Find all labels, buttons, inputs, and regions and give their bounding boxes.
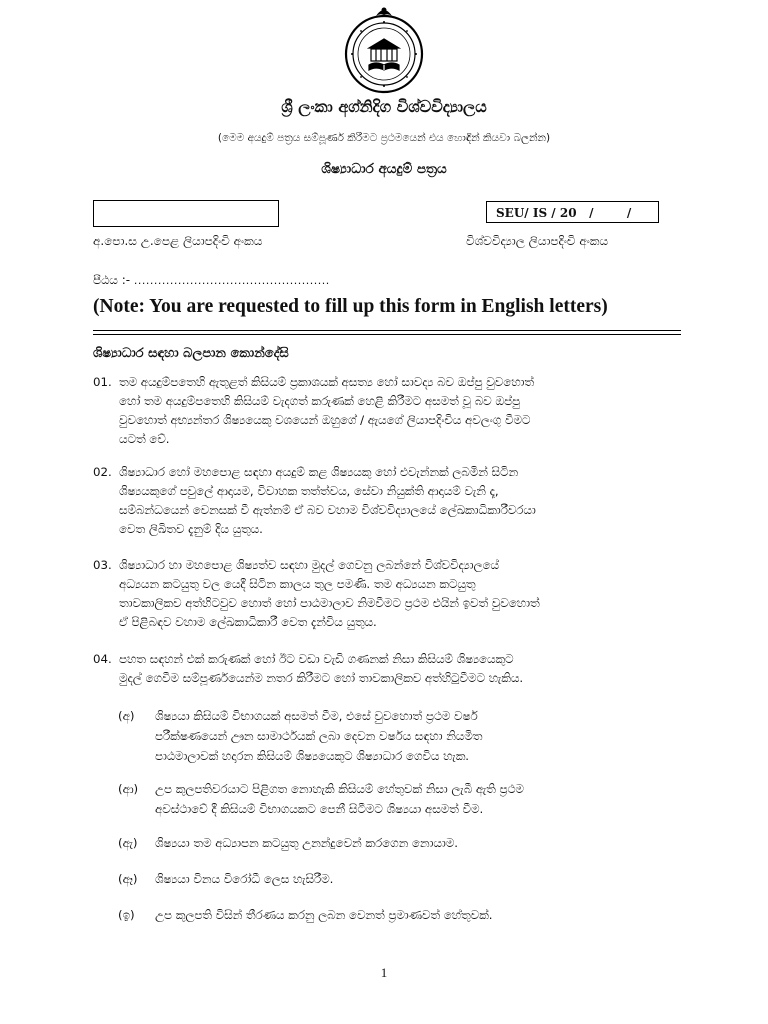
condition-text bbox=[119, 556, 673, 632]
condition-line: ශිෂ්‍යයකුගේ පවුලේ ආදායම, විවාහක තත්ත්වය, සේවා නියුක්ති ආදායම් වැනි දෑ, bbox=[119, 484, 499, 498]
sub-item-line: ශිෂ්‍යයා කිසියම් විභාගයක් අසමත් වීම, එසේ වුවහොත් ප්‍රථම වර්ෂ bbox=[155, 709, 478, 723]
sub-item-text bbox=[155, 706, 673, 766]
condition-number: 02. bbox=[93, 465, 112, 479]
condition-line: හෝ තම අයදුම්පතෙහි කිසියම් වැදගත් කරුණක් හෙළි කිරීමට අසමත් වූ බව ඔප්පු bbox=[119, 394, 521, 408]
condition-line: තාවකාලිකව අත්හිටවුව හොත් හෝ පාඨමාලාව නිමවීමට ප්‍රථම එයින් ඉවත් වුවහොත් bbox=[119, 596, 540, 610]
gce-index-number-field[interactable] bbox=[93, 200, 279, 227]
university-registration-label: විශ්වවිද්‍යාල ලියාපදිංචි අංකය bbox=[466, 234, 609, 248]
condition-text bbox=[119, 650, 673, 688]
condition-line: ඒ පිළිබඳව වහාම ලේඛකාධිකාරී වෙත දැන්විය යුතුය. bbox=[119, 615, 377, 629]
form-title: ශිෂ්‍යාධාර අයදුම් පත්‍රය bbox=[321, 161, 447, 177]
english-letters-note: (Note: You are requested to fill up this form in English letters) bbox=[93, 296, 608, 317]
sub-item-label: (ඇ) bbox=[118, 836, 138, 850]
sub-item-text bbox=[155, 779, 673, 819]
reading-instruction: (මෙම අයදුම් පත්‍රය සම්පූර්ණ කිරීමට ප්‍රථමයෙන් එය හොඳින් කියවා බලන්න) bbox=[217, 132, 551, 144]
sub-item-line: ශිෂ්‍යයා තම අධ්‍යාපන කටයුතු උනන්දුවෙන් කරගෙන නොයාම. bbox=[155, 836, 458, 850]
sub-item-text bbox=[155, 869, 673, 889]
condition-number: 03. bbox=[93, 558, 112, 572]
university-crest-logo bbox=[340, 4, 428, 96]
condition-line: වුවහොත් අභ්‍යන්තර ශිෂ්‍යයෙකු වශයෙන් ඔහුගේ / ඇයගේ ලියාපදිංචිය අවලංගු වීමට bbox=[119, 413, 531, 427]
sub-item-label: (අ) bbox=[118, 709, 135, 723]
university-name: ශ්‍රී ලංකා අග්නිදිග විශ්වවිද්‍යාලය bbox=[281, 97, 487, 116]
divider-top bbox=[93, 330, 681, 331]
faculty-dotted-line: ................................................. bbox=[133, 274, 330, 287]
condition-line: සම්බන්ධයෙන් වෙනසක් වී ඇත්නම් ඒ බව වහාම විශ්වවිද්‍යාලයේ ලේඛකාධිකාරීවරයා bbox=[119, 503, 536, 517]
sub-item-text bbox=[155, 905, 673, 925]
sub-item-text bbox=[155, 833, 673, 853]
condition-line: පහත සඳහන් එක් කරුණක් හෝ ඊට වඩා වැඩි ගණනක් නිසා කිසියම් ශිෂ්‍යයෙකුට bbox=[119, 652, 514, 666]
condition-text bbox=[119, 373, 673, 449]
condition-line: තම අයදුම්පතෙහි ඇතුළත් කිසියම් ප්‍රකාශයක් අසත්‍ය හෝ සාවද්‍ය බව ඔප්පු වුවහොත් bbox=[119, 375, 534, 389]
gce-index-number-label: අ.පො.ස උ.පෙළ ලියාපදිංචි අංකය bbox=[93, 234, 263, 248]
sub-item-line: උප කුලපති විසින් තීරණය කරනු ලබන වෙනත් ප්‍රමාණවත් හේතුවක්. bbox=[155, 908, 493, 922]
condition-line: මුදල් ගෙවීම සම්පූර්ණයෙන්ම නතර කිරීමට හෝ තාවකාලිකව අත්හිටුවීමට හැකිය. bbox=[119, 671, 524, 685]
sub-item-line: පාඨමාලාවක් හදාරන කිසියම් ශිෂ්‍යයෙකුට ශිෂ්‍යාධාර ගෙවිය හැක. bbox=[155, 749, 470, 763]
condition-line: වෙත ලිඛිතව දැනුම් දිය යුතුය. bbox=[119, 522, 263, 536]
condition-number: 01. bbox=[93, 375, 112, 389]
divider-bottom bbox=[93, 334, 681, 335]
condition-line: අධ්‍යයන කටයුතු වල යෙදී සිටින කාලය තුල පමණි. තම අධ්‍යයන කටයුතු bbox=[119, 577, 476, 591]
sub-item-label: (ඉ) bbox=[118, 908, 135, 922]
university-reference-number-field[interactable]: SEU/ IS / 20 / / bbox=[486, 201, 659, 223]
condition-number: 04. bbox=[93, 652, 112, 666]
sub-item-line: අවස්ථාවේ දී කිසියම් විභාගයකට පෙනී සිටීමට ශිෂ්‍යයා අසමත් වීම. bbox=[155, 802, 484, 816]
conditions-section-title: ශිෂ්‍යාධාර සඳහා බලපාන කොන්දේසි bbox=[93, 346, 289, 361]
condition-line: ශිෂ්‍යාධාර හා මහපොළ ශිෂ්‍යත්ව සඳහා මුදල් ගෙවනු ලබන්නේ විශ්වවිද්‍යාලයේ bbox=[119, 558, 500, 572]
sub-item-label: (ඈ) bbox=[118, 872, 138, 886]
sub-item-line: ශිෂ්‍යයා විනය විරෝධී ලෙස හැසිරීම. bbox=[155, 872, 334, 886]
faculty-field[interactable] bbox=[93, 273, 330, 288]
sub-item-line: පරීක්ෂණයෙන් ඌන සාමාර්ථයක් ලබා දෙවන වර්ෂය සඳහා නියමිත bbox=[155, 729, 483, 743]
condition-text bbox=[119, 463, 673, 539]
condition-line: ශිෂ්‍යාධාර හෝ මහපොළ සඳහා අයදුම් කළ ශිෂ්‍යයකු හෝ එවැන්නක් ලබමින් සිටින bbox=[119, 465, 519, 479]
faculty-label: පීඨය :- bbox=[93, 273, 131, 287]
condition-line: යටත් වේ. bbox=[119, 432, 170, 446]
sub-item-label: (ආ) bbox=[118, 782, 139, 796]
sub-item-line: උප කුලපතිවරයාට පිළිගත නොහැකි කිසියම් හේතුවක් නිසා ලැබී ඇති ප්‍රථම bbox=[155, 782, 524, 796]
page-number: 1 bbox=[380, 965, 388, 980]
